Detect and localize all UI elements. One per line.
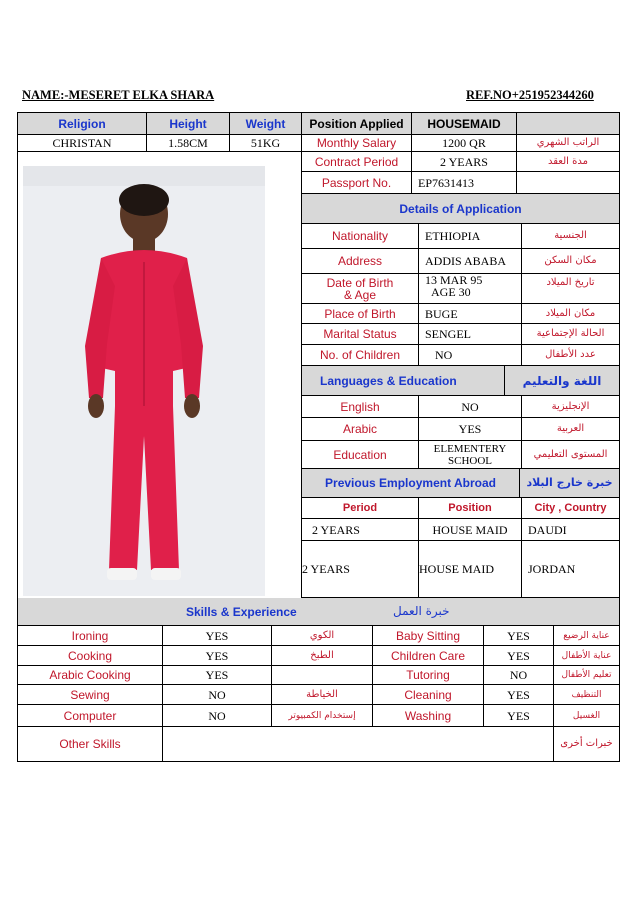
arabic-label: Arabic <box>302 418 419 441</box>
skill-arabic-cooking-value: YES <box>163 666 272 685</box>
address-value: ADDIS ABABA <box>419 249 522 274</box>
city-col-header: City , Country <box>522 498 620 519</box>
marital-label: Marital Status <box>302 324 419 345</box>
other-skills-value <box>163 727 554 762</box>
birthplace-value: BUGE <box>419 304 522 324</box>
skill-cleaning-label: Cleaning <box>373 685 484 705</box>
children-arabic: عدد الأطفال <box>522 345 620 366</box>
skill-sewing-value: NO <box>163 685 272 705</box>
contract-arabic: مدة العقد <box>517 152 620 172</box>
skill-arabic-cooking-label: Arabic Cooking <box>17 666 163 685</box>
skill-cleaning-value: YES <box>484 685 554 705</box>
cv-table <box>17 112 620 762</box>
position-applied-value: HOUSEMAID <box>412 112 517 135</box>
salary-value: 1200 QR <box>412 135 517 152</box>
skill-ironing-arabic: الكوي <box>272 626 373 646</box>
dob-value-cell <box>419 274 522 304</box>
salary-label: Monthly Salary <box>302 135 412 152</box>
skill-childcare-value: YES <box>484 646 554 666</box>
skill-childcare-arabic: عناية الأطفال <box>554 646 620 666</box>
nationality-arabic: الجنسية <box>522 224 620 249</box>
passport-value: EP7631413 <box>412 172 517 194</box>
candidate-name: NAME:-MESERET ELKA SHARA <box>22 88 215 102</box>
employment-section-title: Previous Employment Abroad <box>302 469 520 498</box>
skill-babysitting-label: Baby Sitting <box>373 626 484 646</box>
skill-cooking-value: YES <box>163 646 272 666</box>
arabic-arabic: العربية <box>522 418 620 441</box>
skills-section-arabic: خبرة العمل <box>393 604 450 618</box>
education-value-cell <box>419 441 522 469</box>
contract-label: Contract Period <box>302 152 412 172</box>
other-skills-arabic: خبرات أخرى <box>554 727 620 762</box>
skill-washing-arabic: الغسيل <box>554 705 620 727</box>
skills-section-header <box>17 598 620 626</box>
employment-row-2-period: 2 YEARS <box>302 541 419 598</box>
dob-label: Date of Birth <box>326 275 394 290</box>
passport-empty-cell <box>517 172 620 194</box>
skill-tutoring-arabic: تعليم الأطفال <box>554 666 620 685</box>
nationality-value: ETHIOPIA <box>419 224 522 249</box>
education-value-line2: SCHOOL <box>447 454 492 467</box>
salary-arabic: الراتب الشهري <box>517 135 620 152</box>
age-value: AGE 30 <box>431 285 471 299</box>
skill-tutoring-label: Tutoring <box>373 666 484 685</box>
employment-row-1-position: HOUSE MAID <box>419 519 522 541</box>
marital-value: SENGEL <box>419 324 522 345</box>
skills-section-title: Skills & Experience <box>186 605 297 619</box>
reference-number: REF.NO+251952344260 <box>466 88 594 102</box>
employment-section-arabic: خبرة خارج البلاد <box>520 469 620 498</box>
marital-arabic: الحالة الإجتماعية <box>522 324 620 345</box>
employment-row-1-period: 2 YEARS <box>302 519 419 541</box>
education-label: Education <box>302 441 419 469</box>
weight-label: Weight <box>230 112 302 135</box>
languages-section-title: Languages & Education <box>302 366 505 396</box>
skill-childcare-label: Children Care <box>373 646 484 666</box>
children-value: NO <box>419 345 522 366</box>
skill-ironing-label: Ironing <box>17 626 163 646</box>
skill-tutoring-value: NO <box>484 666 554 685</box>
skill-washing-value: YES <box>484 705 554 727</box>
employment-row-2-position: HOUSE MAID <box>419 541 522 598</box>
height-label: Height <box>147 112 230 135</box>
weight-value: 51KG <box>230 135 302 152</box>
education-value: ELEMENTERY <box>433 442 507 455</box>
skill-arabic-cooking-arabic <box>272 666 373 685</box>
contract-value: 2 YEARS <box>412 152 517 172</box>
skill-washing-label: Washing <box>373 705 484 727</box>
english-arabic: الإنجليزية <box>522 396 620 418</box>
skill-cleaning-arabic: التنظيف <box>554 685 620 705</box>
birthplace-label: Place of Birth <box>302 304 419 324</box>
address-arabic: مكان السكن <box>522 249 620 274</box>
religion-label: Religion <box>17 112 147 135</box>
skill-babysitting-arabic: عناية الرضيع <box>554 626 620 646</box>
period-col-header: Period <box>302 498 419 519</box>
employment-row-2-city: JORDAN <box>522 541 620 598</box>
skill-sewing-arabic: الخياطة <box>272 685 373 705</box>
details-section-title: Details of Application <box>302 194 620 224</box>
skill-babysitting-value: YES <box>484 626 554 646</box>
children-label: No. of Children <box>302 345 419 366</box>
dob-label-cell <box>302 274 419 304</box>
skill-cooking-label: Cooking <box>17 646 163 666</box>
arabic-value: YES <box>419 418 522 441</box>
skill-ironing-value: YES <box>163 626 272 646</box>
address-label: Address <box>302 249 419 274</box>
nationality-label: Nationality <box>302 224 419 249</box>
passport-label: Passport No. <box>302 172 412 194</box>
dob-value: 13 MAR 95 <box>425 274 483 287</box>
dob-arabic: تاريخ الميلاد <box>522 274 620 304</box>
age-label: & Age <box>343 287 377 302</box>
english-label: English <box>302 396 419 418</box>
skill-computer-arabic: إستخدام الكمبيوتر <box>272 705 373 727</box>
english-value: NO <box>419 396 522 418</box>
skill-computer-value: NO <box>163 705 272 727</box>
employment-row-1-city: DAUDI <box>522 519 620 541</box>
position-applied-label: Position Applied <box>302 112 412 135</box>
position-empty-cell <box>517 112 620 135</box>
skill-computer-label: Computer <box>17 705 163 727</box>
languages-section-arabic: اللغة والتعليم <box>505 366 620 396</box>
other-skills-label: Other Skills <box>17 727 163 762</box>
skill-cooking-arabic: الطبخ <box>272 646 373 666</box>
religion-value: CHRISTAN <box>17 135 147 152</box>
height-value: 1.58CM <box>147 135 230 152</box>
education-arabic: المستوى التعليمي <box>522 441 620 469</box>
birthplace-arabic: مكان الميلاد <box>522 304 620 324</box>
skill-sewing-label: Sewing <box>17 685 163 705</box>
position-col-header: Position <box>419 498 522 519</box>
